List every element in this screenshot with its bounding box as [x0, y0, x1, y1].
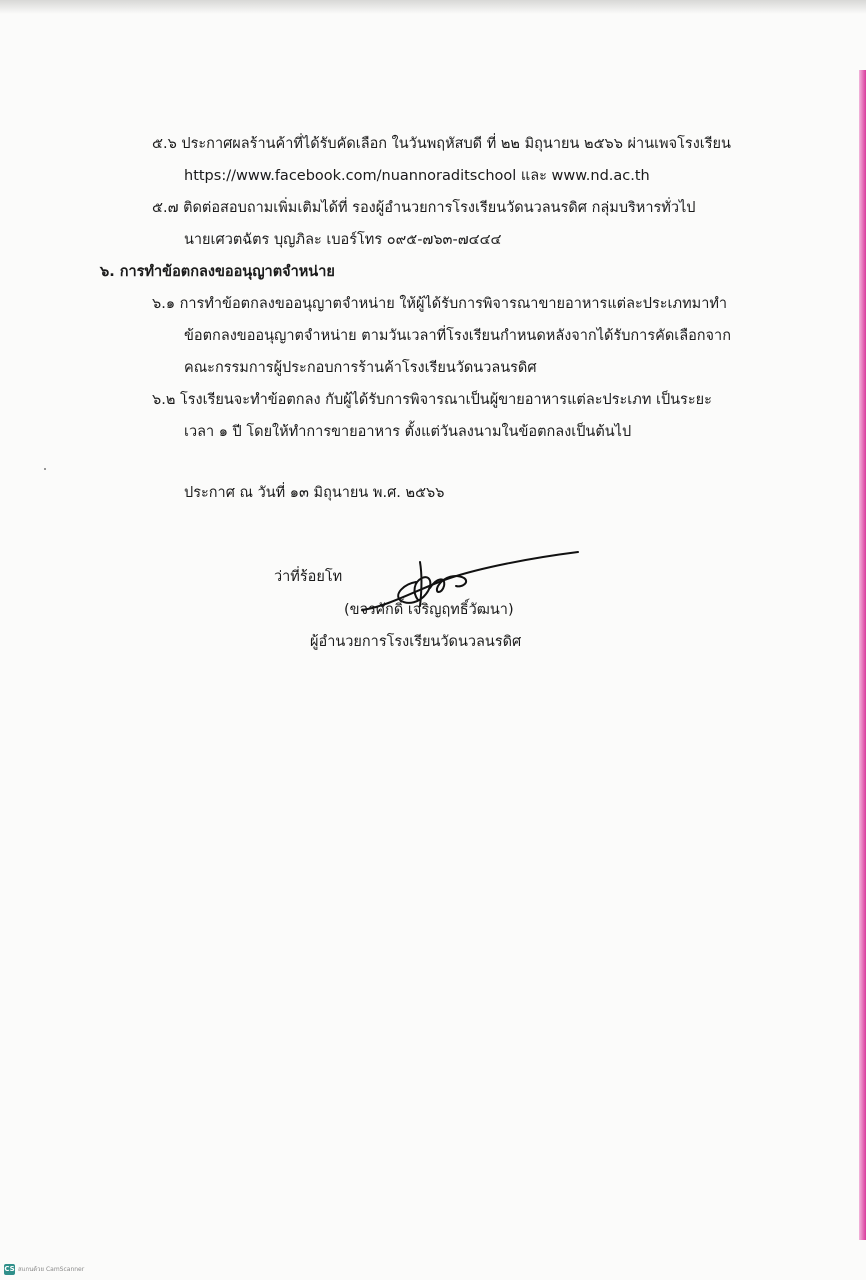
camscanner-watermark — [4, 1263, 84, 1275]
signer-rank: ว่าที่ร้อยโท — [274, 569, 343, 585]
item-6-2-line-2: เวลา ๑ ปี โดยให้ทำการขายอาหาร ตั้งแต่วันลงนามในข้อตกลงเป็นต้นไป — [184, 424, 632, 440]
signer-position: ผู้อำนวยการโรงเรียนวัดนวลนรดิศ — [310, 634, 522, 650]
item-5-7-line-2: นายเศวตฉัตร บุญภิละ เบอร์โทร ๐๙๕-๗๖๓-๗๔๔๔ — [184, 232, 502, 248]
item-5-6-line-1: ๕.๖ ประกาศผลร้านค้าที่ได้รับคัดเลือก ในวันพฤหัสบดี ที่ ๒๒ มิถุนายน ๒๕๖๖ ผ่านเพจโรงเรียน — [152, 136, 731, 152]
item-6-1-line-3: คณะกรรมการผู้ประกอบการร้านค้าโรงเรียนวัดนวลนรดิศ — [184, 360, 537, 376]
camscanner-text: สแกนด้วย CamScanner — [18, 1266, 85, 1273]
scan-top-shadow — [0, 0, 866, 14]
section-6-heading: ๖. การทำข้อตกลงขออนุญาตจำหน่าย — [100, 264, 335, 280]
announcement-date: ประกาศ ณ วันที่ ๑๓ มิถุนายน พ.ศ. ๒๕๖๖ — [184, 485, 445, 501]
signer-name: (ขจรศักดิ์ เจริญฤทธิ์วัฒนา) — [344, 602, 514, 618]
item-6-2-line-1: ๖.๒ โรงเรียนจะทำข้อตกลง กับผู้ได้รับการพิจารณาเป็นผู้ขายอาหารแต่ละประเภท เป็นระยะ — [152, 392, 712, 408]
pink-page-edge — [859, 70, 866, 1240]
camscanner-logo-icon: CS — [4, 1264, 15, 1273]
item-5-7-line-1: ๕.๗ ติดต่อสอบถามเพิ่มเติมได้ที่ รองผู้อำนวยการโรงเรียนวัดนวลนรดิศ กลุ่มบริหารทั่วไป — [152, 200, 696, 216]
scan-speck — [44, 468, 46, 470]
item-6-1-line-2: ข้อตกลงขออนุญาตจำหน่าย ตามวันเวลาที่โรงเรียนกำหนดหลังจากได้รับการคัดเลือกจาก — [184, 328, 731, 344]
item-6-1-line-1: ๖.๑ การทำข้อตกลงขออนุญาตจำหน่าย ให้ผู้ได้รับการพิจารณาขายอาหารแต่ละประเภทมาทำ — [152, 296, 728, 312]
item-5-6-line-2: https://www.facebook.com/nuannoraditschool และ www.nd.ac.th — [184, 168, 650, 184]
